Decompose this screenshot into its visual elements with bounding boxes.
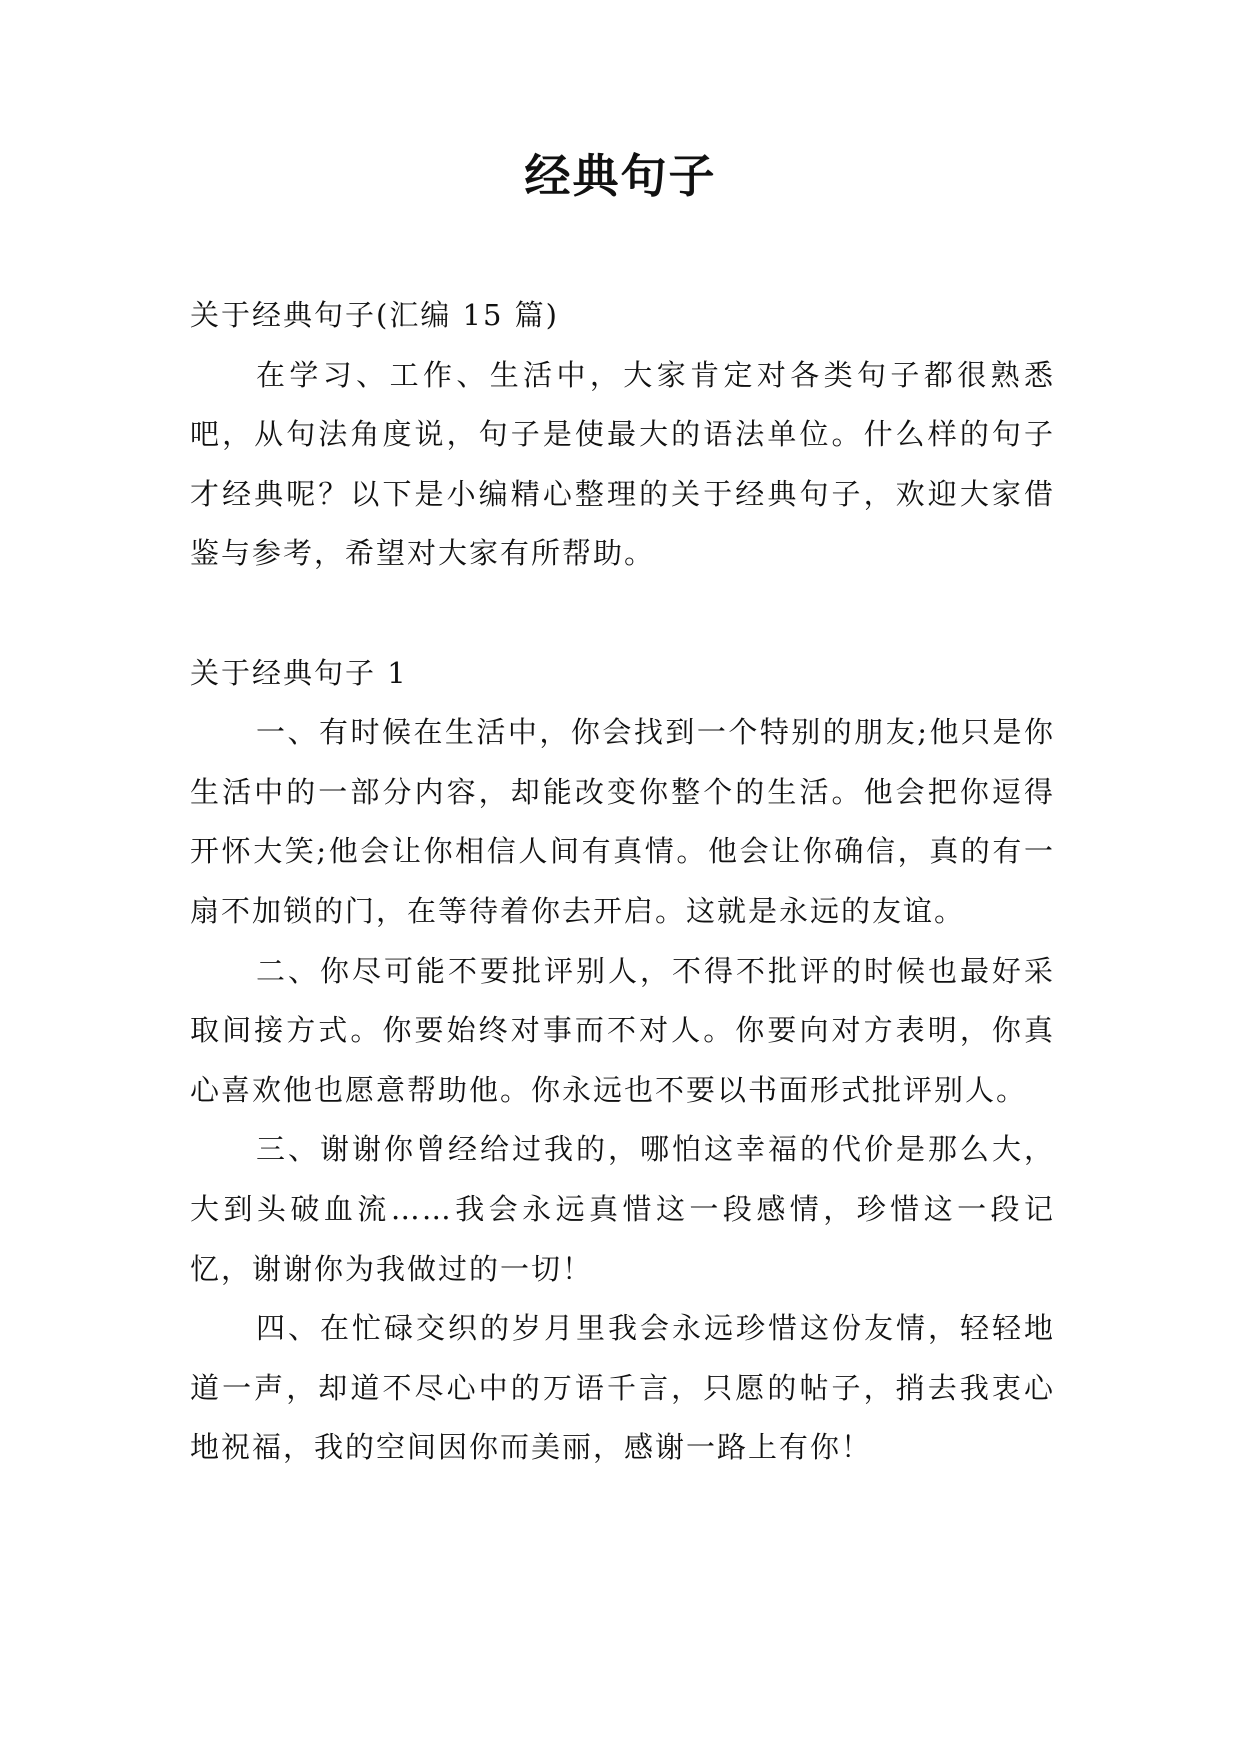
intro-paragraph: 在学习、工作、生活中，大家肯定对各类句子都很熟悉吧，从句法角度说，句子是使最大的语法单位。什么样的句子才经典呢？以下是小编精心整理的关于经典句子，欢迎大家借鉴与参考，希望对大家有所帮助。 [190,357,1055,571]
document-title: 经典句子 [524,149,717,203]
paragraph-3: 三、谢谢你曾经给过我的，哪怕这幸福的代价是那么大，大到头破血流……我会永远真惜这一段感情，珍惜这一段记忆，谢谢你为我做过的一切！ [190,1132,1055,1286]
document-body [190,286,1055,1478]
document-subtitle: 关于经典句子(汇编 15 篇) [190,298,559,332]
blank-line [190,584,1055,644]
section-heading: 关于经典句子 1 [190,655,408,690]
paragraph-4: 四、在忙碌交织的岁月里我会永远珍惜这份友情，轻轻地道一声，却道不尽心中的万语千言，只愿的帖子，捎去我衷心地祝福，我的空间因你而美丽，感谢一路上有你！ [190,1311,1055,1465]
paragraph-2: 二、你尽可能不要批评别人，不得不批评的时候也最好采取间接方式。你要始终对事而不对人。你要向对方表明，你真心喜欢他也愿意帮助他。你永远也不要以书面形式批评别人。 [190,953,1055,1107]
paragraph-1: 一、有时候在生活中，你会找到一个特别的朋友;他只是你生活中的一部分内容，却能改变你整个的生活。他会把你逗得开怀大笑;他会让你相信人间有真情。他会让你确信，真的有一扇不加锁的门，在等待着你去开启。这就是永远的友谊。 [190,715,1055,928]
